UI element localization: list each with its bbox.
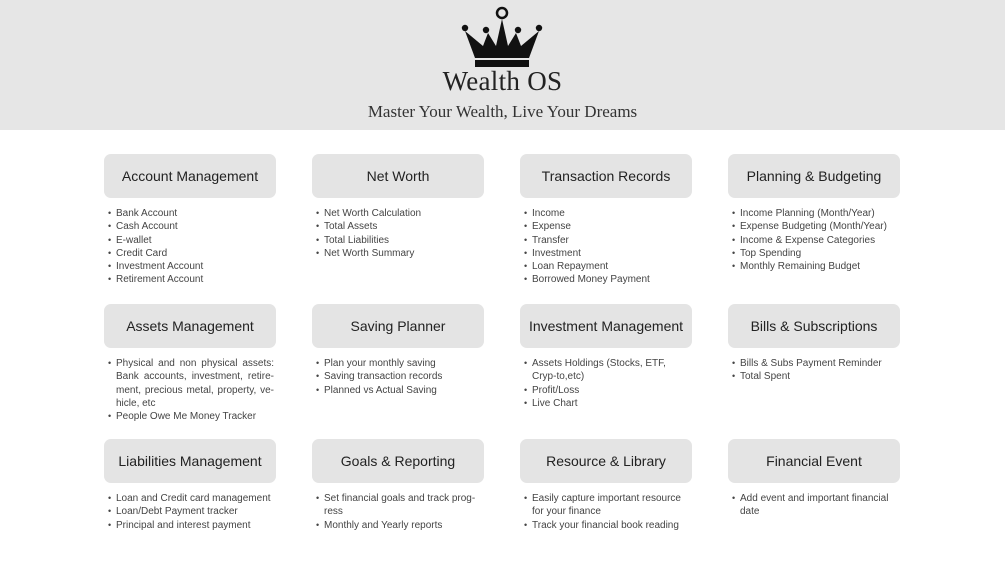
feature-card-financial-event — [728, 439, 900, 519]
feature-list — [520, 357, 690, 410]
feature-list — [104, 357, 274, 423]
feature-list — [728, 207, 898, 273]
list-item: • Physical and non physical assets: Bank accounts, investment, retire-ment, precious metal, property, ve-hicle, etc — [108, 357, 274, 410]
list-item: • Total Assets — [316, 220, 482, 233]
list-item: • Monthly and Yearly reports — [316, 519, 482, 532]
list-item: • Bank Account — [108, 207, 274, 220]
feature-list — [728, 357, 898, 384]
feature-card-assets-management — [104, 304, 276, 423]
feature-card-planning-budgeting — [728, 154, 900, 273]
list-item: • Transfer — [524, 234, 690, 247]
list-item: • Borrowed Money Payment — [524, 273, 690, 286]
feature-list — [312, 492, 482, 532]
feature-list — [520, 492, 690, 532]
card-title: Financial Event — [728, 439, 900, 483]
header-banner — [0, 0, 1005, 130]
feature-list — [312, 207, 482, 260]
list-item: • Loan and Credit card management — [108, 492, 274, 505]
card-title: Liabilities Management — [104, 439, 276, 483]
list-item: • Net Worth Summary — [316, 247, 482, 260]
list-item: • Set financial goals and track prog-ress — [316, 492, 482, 519]
feature-card-resource-library — [520, 439, 692, 532]
list-item: • Track your financial book reading — [524, 519, 690, 532]
list-item: • Expense Budgeting (Month/Year) — [732, 220, 898, 233]
card-title: Transaction Records — [520, 154, 692, 198]
list-item: • Saving transaction records — [316, 370, 482, 383]
feature-card-transaction-records — [520, 154, 692, 287]
list-item: • E-wallet — [108, 234, 274, 247]
brand-tagline: Master Your Wealth, Live Your Dreams — [367, 102, 638, 121]
card-title: Account Management — [104, 154, 276, 198]
card-title: Saving Planner — [312, 304, 484, 348]
list-item: • Top Spending — [732, 247, 898, 260]
list-item: • Loan Repayment — [524, 260, 690, 273]
list-item: • Plan your monthly saving — [316, 357, 482, 370]
feature-card-investment-management — [520, 304, 692, 410]
feature-list — [104, 492, 274, 532]
list-item: • Cash Account — [108, 220, 274, 233]
feature-list — [520, 207, 690, 287]
brand-title: Wealth OS — [442, 66, 563, 96]
feature-list — [728, 492, 898, 519]
list-item: • Assets Holdings (Stocks, ETF, Cryp-to,etc) — [524, 357, 690, 384]
feature-list — [312, 357, 482, 397]
list-item: • Total Spent — [732, 370, 898, 383]
list-item: • Investment Account — [108, 260, 274, 273]
feature-card-account-management — [104, 154, 276, 287]
list-item: • Investment — [524, 247, 690, 260]
feature-list — [104, 207, 274, 287]
feature-card-net-worth — [312, 154, 484, 260]
list-item: • Profit/Loss — [524, 384, 690, 397]
list-item: • Expense — [524, 220, 690, 233]
list-item: • Net Worth Calculation — [316, 207, 482, 220]
list-item: • Easily capture important resource for your finance — [524, 492, 690, 519]
list-item: • Monthly Remaining Budget — [732, 260, 898, 273]
list-item: • Income & Expense Categories — [732, 234, 898, 247]
list-item: • Credit Card — [108, 247, 274, 260]
list-item: • People Owe Me Money Tracker — [108, 410, 274, 423]
card-title: Assets Management — [104, 304, 276, 348]
card-title: Planning & Budgeting — [728, 154, 900, 198]
list-item: • Planned vs Actual Saving — [316, 384, 482, 397]
list-item: • Total Liabilities — [316, 234, 482, 247]
list-item: • Income Planning (Month/Year) — [732, 207, 898, 220]
card-title: Investment Management — [520, 304, 692, 348]
feature-card-saving-planner — [312, 304, 484, 397]
card-title: Net Worth — [312, 154, 484, 198]
list-item: • Bills & Subs Payment Reminder — [732, 357, 898, 370]
list-item: • Retirement Account — [108, 273, 274, 286]
list-item: • Loan/Debt Payment tracker — [108, 505, 274, 518]
card-title: Bills & Subscriptions — [728, 304, 900, 348]
list-item: • Income — [524, 207, 690, 220]
crown-icon — [461, 6, 543, 68]
list-item: • Add event and important financial date — [732, 492, 898, 519]
card-title: Goals & Reporting — [312, 439, 484, 483]
feature-card-liabilities-management — [104, 439, 276, 532]
list-item: • Principal and interest payment — [108, 519, 274, 532]
feature-card-bills-subscriptions — [728, 304, 900, 384]
card-title: Resource & Library — [520, 439, 692, 483]
list-item: • Live Chart — [524, 397, 690, 410]
feature-card-goals-reporting — [312, 439, 484, 532]
